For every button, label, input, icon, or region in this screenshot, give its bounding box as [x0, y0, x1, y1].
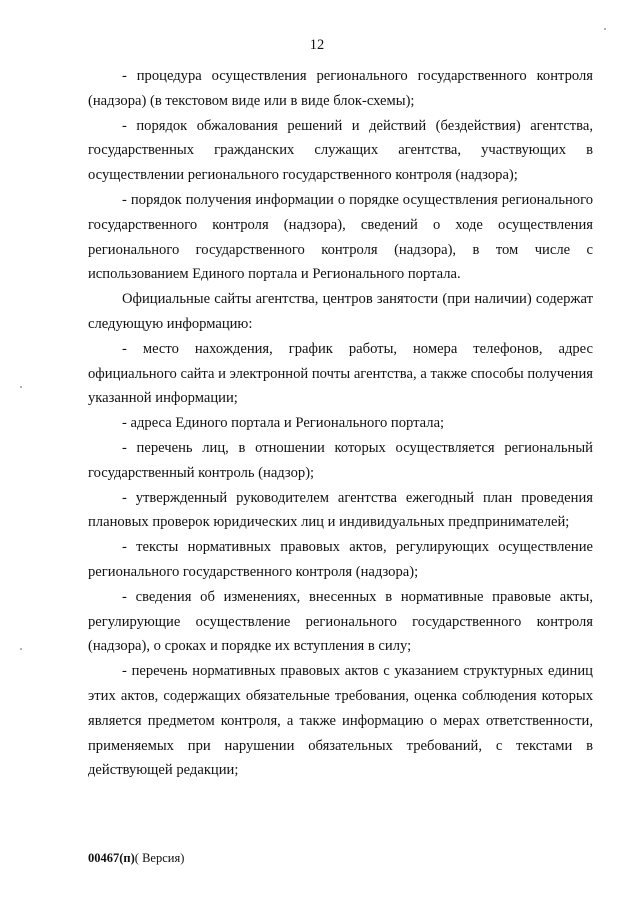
paragraph-amendments-bullet: - сведения об изменениях, внесенных в нормативные правовые акты, регулирующие осуществление регионального государственного контроля (надзора), о сроках и порядке их вступления в силу;	[88, 588, 593, 655]
document-code: 00467(п)	[88, 851, 135, 865]
scan-speck	[20, 386, 22, 388]
paragraph-persons-list-bullet: - перечень лиц, в отношении которых осуществляется региональный государственный контроль (надзор);	[88, 439, 593, 481]
paragraph-appeal-bullet: - порядок обжалования решений и действий (бездействия) агентства, государственных гражданских служащих агентства, участвующих в осуществлении регионального государственного контроля (надзора);	[88, 117, 593, 184]
paragraph-portal-addresses-bullet: - адреса Единого портала и Регионального портала;	[122, 415, 445, 432]
paragraph-procedure-bullet: - процедура осуществления регионального государственного контроля (надзора) (в текстовом виде или в виде блок-схемы);	[88, 68, 593, 109]
paragraph-annual-plan-bullet: - утвержденный руководителем агентства ежегодный план проведения плановых проверок юридических лиц и индивидуальных предпринимателей;	[88, 489, 593, 531]
paragraph-location-bullet: - место нахождения, график работы, номера телефонов, адрес официального сайта и электронной почты агентства, а также способы получения указанной информации;	[88, 340, 593, 407]
paragraph-official-sites: Официальные сайты агентства, центров занятости (при наличии) содержат следующую информацию:	[88, 291, 593, 332]
document-body	[88, 64, 593, 783]
paragraph-legal-texts-bullet: - тексты нормативных правовых актов, регулирующих осуществление регионального государственного контроля (надзора);	[88, 539, 593, 580]
page-number: 12	[309, 37, 325, 53]
paragraph-legal-acts-list-bullet: - перечень нормативных правовых актов с указанием структурных единиц этих актов, содержащих обязательные требования, оценка соблюдения которых является предметом контроля, а также информацию о мерах ответственности, применяемых при нарушении обязательных требований, с текстами в действующей редакции;	[88, 663, 593, 779]
paragraph-information-bullet: - порядок получения информации о порядке осуществления регионального государственного контроля (надзора), сведений о ходе осуществления регионального государственного контроля (надзора), в том числе с использованием Единого портала и Регионального портала.	[88, 191, 593, 283]
scan-speck	[20, 648, 22, 650]
document-footer	[88, 851, 184, 866]
document-version: ( Версия)	[134, 851, 185, 865]
scan-speck	[604, 28, 606, 30]
